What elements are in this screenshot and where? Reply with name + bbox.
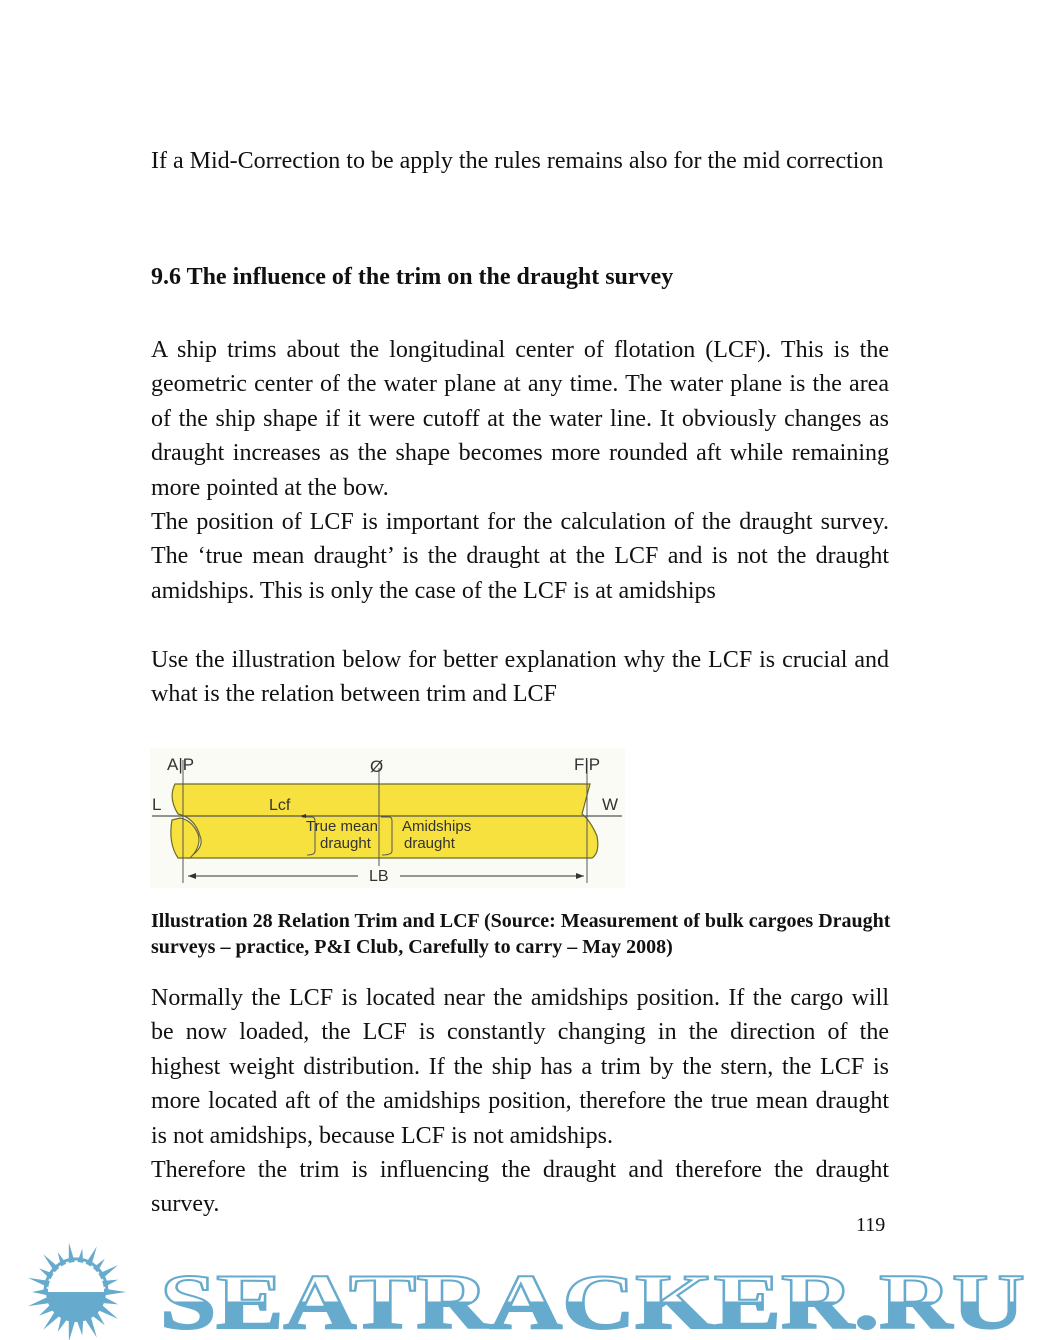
page-number: 119 [856,1214,886,1236]
para2: The position of LCF is important for the calculation of the draught survey. The ‘true mean draught’ is the draught at the LCF and is not the draught amidships. This is only the case of the LCF is at amidships [151,509,889,604]
label-l: L [152,795,162,814]
intro-paragraph [151,146,889,176]
hull-shape [172,784,598,858]
sun-logo-icon [28,1243,126,1340]
label-w: W [602,795,619,814]
para3: Use the illustration below for better explanation why the LCF is crucial and what is the relation between trim and LCF [151,647,889,708]
trim-lcf-illustration [150,748,625,888]
label-amidships: Amidships [402,818,472,835]
paragraph-illustration-intro [151,643,889,712]
label-amidships-draught: draught [404,835,455,852]
section-heading: 9.6 The influence of the trim on the draught survey [151,264,674,290]
midship-symbol: Ø [370,757,384,776]
label-lb: LB [369,868,389,885]
label-lcf: Lcf [269,797,291,814]
paragraph-lcf-definition [151,333,889,608]
label-fore-perpendicular: F|P [574,755,601,774]
intro-text: If a Mid-Correction to be apply the rules remains also for the mid correction [151,148,884,174]
label-true-mean: True mean [306,818,378,835]
label-true-mean-draught: draught [320,835,371,852]
label-aft-perpendicular: A|P [167,755,195,774]
figure-caption: Illustration 28 Relation Trim and LCF (Source: Measurement of bulk cargoes Draught surveys – practice, P&I Club, Carefully to carry – May 2008) [151,910,891,958]
paragraph-lcf-trim [151,981,889,1222]
seatracker-watermark [0,1240,1040,1340]
watermark-text: SEATRACKER.RU [160,1258,1025,1340]
para1: A ship trims about the longitudinal center of flotation (LCF). This is the geometric center of the water plane at any time. The water plane is the area of the ship shape if it were cutoff at the water line. It obviously changes as draught increases as the shape becomes more rounded aft while remaining more pointed at the bow. [151,337,889,501]
para4: Normally the LCF is located near the amidships position. If the cargo will be now loaded, the LCF is constantly changing in the direction of the highest weight distribution. If the ship has a trim by the stern, the LCF is more located aft of the amidships position, therefore the true mean draught is not amidships, because LCF is not amidships. [151,985,889,1149]
para5: Therefore the trim is influencing the draught and therefore the draught survey. [151,1157,889,1218]
